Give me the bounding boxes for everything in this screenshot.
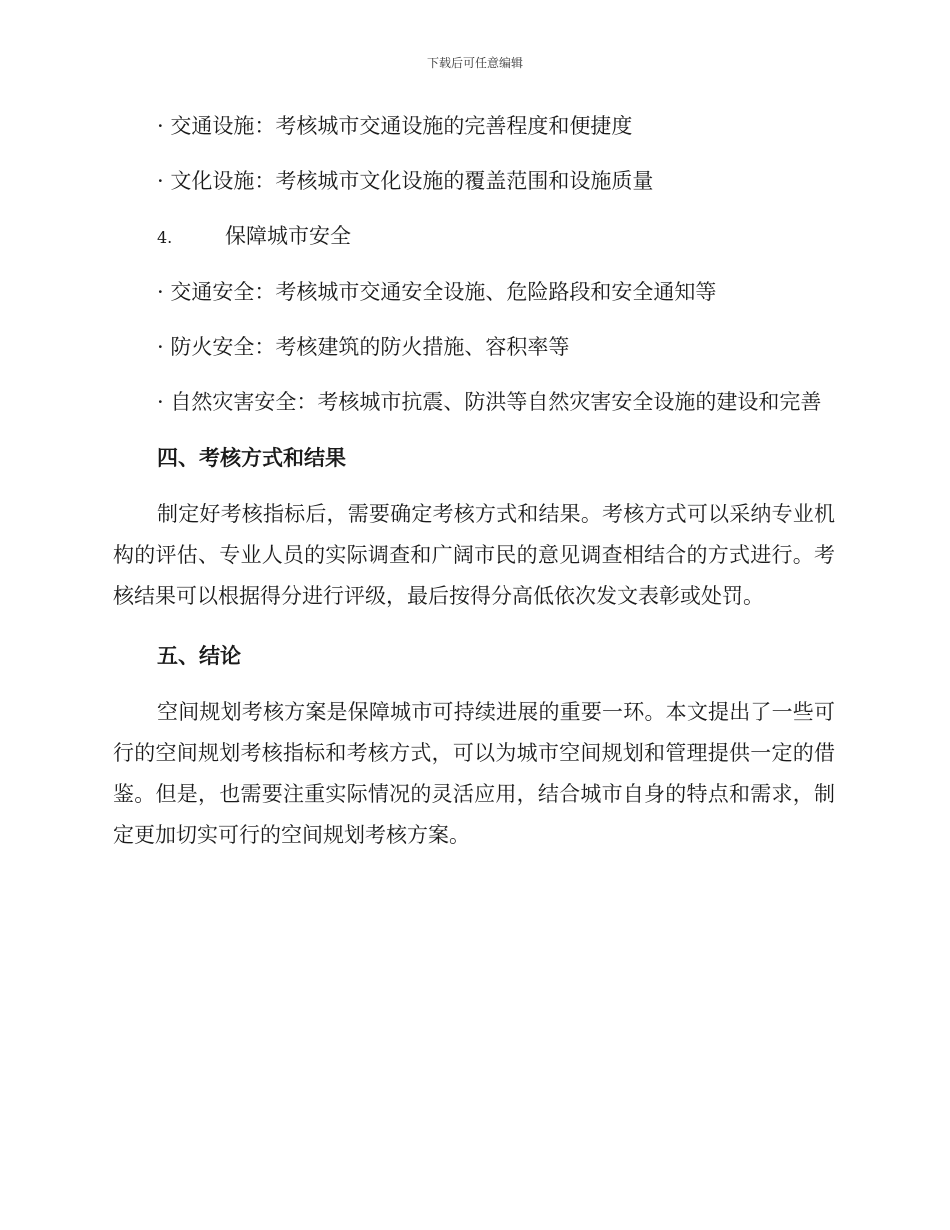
bullet-culture-facilities: · 文化设施：考核城市文化设施的覆盖范围和设施质量: [157, 169, 654, 193]
numbered-item-4: [113, 216, 835, 258]
bullet-traffic-safety: · 交通安全：考核城市交通安全设施、危险路段和安全通知等: [157, 280, 717, 304]
page-header: 下载后可任意编辑: [426, 56, 523, 70]
paragraph-assessment: 制定好考核指标后，需要确定考核方式和结果。考核方式可以采纳专业机构的评估、专业人员的实际调查和广阔市民的意见调查相结合的方式进行。考核结果可以根据得分进行评级，最后按得分高低依次发文表彰或处罚。: [113, 502, 835, 608]
bullet-transport-facilities: · 交通设施：考核城市交通设施的完善程度和便捷度: [157, 114, 633, 138]
document-body: [113, 106, 835, 874]
bullet-disaster-safety: · 自然灾害安全：考核城市抗震、防洪等自然灾害安全设施的建设和完善: [157, 390, 822, 414]
item-text: 保障城市安全: [225, 224, 351, 248]
section-heading-conclusion: 五、结论: [157, 643, 241, 668]
section-heading-assessment: 四、考核方式和结果: [157, 445, 346, 470]
bullet-fire-safety: · 防火安全：考核建筑的防火措施、容积率等: [157, 335, 570, 359]
item-number: 4.: [157, 228, 173, 247]
paragraph-conclusion: 空间规划考核方案是保障城市可持续进展的重要一环。本文提出了一些可行的空间规划考核指标和考核方式，可以为城市空间规划和管理提供一定的借鉴。但是，也需要注重实际情况的灵活应用，结合城市自身的特点和需求，制定更加切实可行的空间规划考核方案。: [113, 700, 835, 847]
